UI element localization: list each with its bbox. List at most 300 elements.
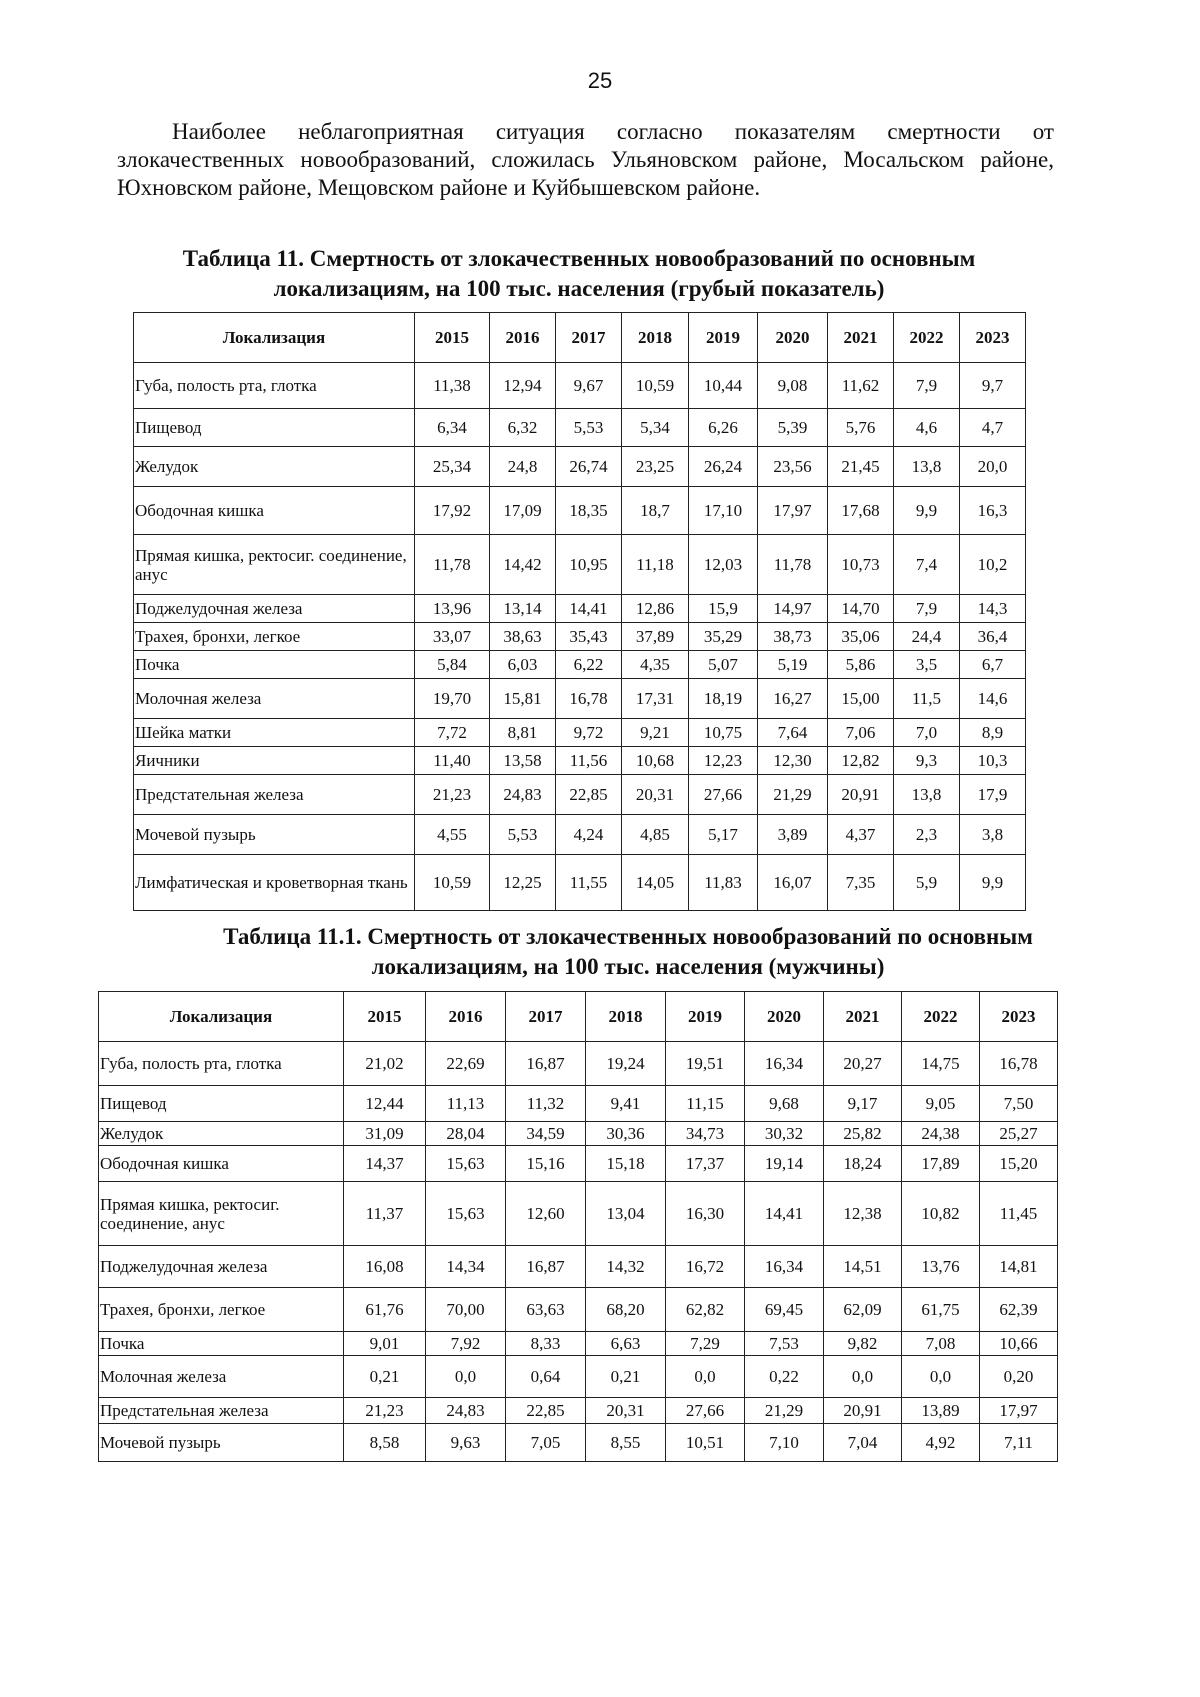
table2-row: [99, 1424, 1058, 1462]
table1-value-cell: 17,92: [415, 487, 490, 535]
table2-value-cell: 9,68: [745, 1086, 824, 1122]
table2-value-cell: 7,29: [666, 1332, 745, 1356]
table1-value-cell: 15,81: [490, 679, 556, 719]
table1-value-cell: 12,30: [758, 747, 828, 775]
table2-value-cell: 15,18: [586, 1146, 666, 1182]
table2-value-cell: 14,37: [344, 1146, 426, 1182]
table2-row: [99, 1122, 1058, 1146]
table1-value-cell: 6,03: [490, 651, 556, 679]
table1-value-cell: 21,45: [828, 447, 894, 487]
intro-paragraph: Наиболее неблагоприятная ситуация согласно показателям смертности от злокачественных новообразований, сложилась Ульяновском районе, Мосальском районе, Юхновском районе, Мещовском районе и Куйбышевском районе.: [117, 119, 1054, 200]
table2-value-cell: 63,63: [506, 1288, 586, 1332]
table2-value-cell: 7,10: [745, 1424, 824, 1462]
table1-localization-cell: Поджелудочная железа: [134, 595, 415, 623]
table1-value-cell: 11,5: [894, 679, 960, 719]
table1-header-cell: 2021: [828, 313, 894, 363]
table2-value-cell: 9,41: [586, 1086, 666, 1122]
table1-row: [134, 719, 1026, 747]
table2-value-cell: 11,45: [980, 1182, 1058, 1246]
table2-value-cell: 16,34: [745, 1042, 824, 1086]
table2-value-cell: 25,27: [980, 1122, 1058, 1146]
table1-value-cell: 8,81: [490, 719, 556, 747]
table2-row: [99, 1288, 1058, 1332]
table2-value-cell: 16,72: [666, 1246, 745, 1288]
table2-value-cell: 24,83: [426, 1398, 506, 1424]
table1-value-cell: 35,06: [828, 623, 894, 651]
table2-localization-cell: Желудок: [99, 1122, 344, 1146]
table1-value-cell: 10,44: [689, 363, 758, 409]
table1-value-cell: 13,8: [894, 447, 960, 487]
table2-value-cell: 30,36: [586, 1122, 666, 1146]
table1-value-cell: 25,34: [415, 447, 490, 487]
table1-value-cell: 5,19: [758, 651, 828, 679]
table1-value-cell: 4,6: [894, 409, 960, 447]
table2-localization-cell: Трахея, бронхи, легкое: [99, 1288, 344, 1332]
table1-value-cell: 11,78: [758, 535, 828, 595]
table2-value-cell: 21,23: [344, 1398, 426, 1424]
table2-value-cell: 61,75: [902, 1288, 980, 1332]
table2-value-cell: 34,73: [666, 1122, 745, 1146]
table1: [133, 312, 1026, 911]
table2-value-cell: 21,29: [745, 1398, 824, 1424]
table1-row: [134, 595, 1026, 623]
table2-value-cell: 62,39: [980, 1288, 1058, 1332]
table2-header-cell: 2022: [902, 992, 980, 1042]
table1-value-cell: 38,63: [490, 623, 556, 651]
table1-value-cell: 14,97: [758, 595, 828, 623]
table1-localization-cell: Почка: [134, 651, 415, 679]
table1-value-cell: 6,7: [960, 651, 1026, 679]
table2-header-cell: 2020: [745, 992, 824, 1042]
table1-value-cell: 14,3: [960, 595, 1026, 623]
table2-header-cell: 2015: [344, 992, 426, 1042]
table2-value-cell: 7,08: [902, 1332, 980, 1356]
table1-value-cell: 21,23: [415, 775, 490, 815]
table1-value-cell: 7,35: [828, 855, 894, 911]
table1-row: [134, 487, 1026, 535]
table1-row: [134, 623, 1026, 651]
table1-value-cell: 12,25: [490, 855, 556, 911]
table1-value-cell: 11,83: [689, 855, 758, 911]
table2-localization-cell: Поджелудочная железа: [99, 1246, 344, 1288]
table1-value-cell: 16,78: [556, 679, 622, 719]
table1-localization-cell: Шейка матки: [134, 719, 415, 747]
table2-localization-cell: Молочная железа: [99, 1356, 344, 1398]
table1-value-cell: 10,73: [828, 535, 894, 595]
table1-title-line2: локализациям, на 100 тыс. населения (грубый показатель): [273, 276, 885, 301]
table1-row: [134, 775, 1026, 815]
table1-value-cell: 17,09: [490, 487, 556, 535]
table2-value-cell: 25,82: [824, 1122, 902, 1146]
table2-title: [98, 922, 1158, 982]
table2-value-cell: 10,82: [902, 1182, 980, 1246]
table1-value-cell: 5,53: [556, 409, 622, 447]
table2-value-cell: 13,04: [586, 1182, 666, 1246]
table2-value-cell: 19,51: [666, 1042, 745, 1086]
table2-header-cell: 2019: [666, 992, 745, 1042]
table1-localization-cell: Предстательная железа: [134, 775, 415, 815]
table1-value-cell: 5,53: [490, 815, 556, 855]
table1-row: [134, 409, 1026, 447]
table2-value-cell: 13,76: [902, 1246, 980, 1288]
table1-value-cell: 6,22: [556, 651, 622, 679]
table2-value-cell: 11,15: [666, 1086, 745, 1122]
table1-value-cell: 12,82: [828, 747, 894, 775]
table1-value-cell: 15,00: [828, 679, 894, 719]
table1-localization-cell: Прямая кишка, ректосиг. соединение, анус: [134, 535, 415, 595]
table1-row: [134, 535, 1026, 595]
table2-value-cell: 0,0: [666, 1356, 745, 1398]
table1-value-cell: 4,85: [622, 815, 689, 855]
table2-value-cell: 69,45: [745, 1288, 824, 1332]
table2-value-cell: 18,24: [824, 1146, 902, 1182]
table1-value-cell: 35,29: [689, 623, 758, 651]
table2-value-cell: 31,09: [344, 1122, 426, 1146]
table2-localization-cell: Мочевой пузырь: [99, 1424, 344, 1462]
table2-value-cell: 12,44: [344, 1086, 426, 1122]
table1-value-cell: 12,94: [490, 363, 556, 409]
table1-value-cell: 11,18: [622, 535, 689, 595]
table2-value-cell: 7,05: [506, 1424, 586, 1462]
table1-value-cell: 36,4: [960, 623, 1026, 651]
table1-row: [134, 651, 1026, 679]
table2-localization-cell: Ободочная кишка: [99, 1146, 344, 1182]
table2-row: [99, 1086, 1058, 1122]
table1-value-cell: 24,8: [490, 447, 556, 487]
table2-value-cell: 7,11: [980, 1424, 1058, 1462]
table1-value-cell: 12,23: [689, 747, 758, 775]
table2-value-cell: 24,38: [902, 1122, 980, 1146]
table1-value-cell: 12,03: [689, 535, 758, 595]
table1-value-cell: 9,21: [622, 719, 689, 747]
table2-value-cell: 16,78: [980, 1042, 1058, 1086]
table1-value-cell: 24,83: [490, 775, 556, 815]
table1-value-cell: 7,9: [894, 363, 960, 409]
table1-value-cell: 19,70: [415, 679, 490, 719]
table2-header-cell: Локализация: [99, 992, 344, 1042]
table2-value-cell: 7,04: [824, 1424, 902, 1462]
table2-value-cell: 19,14: [745, 1146, 824, 1182]
table2-header-cell: 2017: [506, 992, 586, 1042]
table2-value-cell: 14,81: [980, 1246, 1058, 1288]
table1-value-cell: 7,0: [894, 719, 960, 747]
table2-value-cell: 8,33: [506, 1332, 586, 1356]
table1-value-cell: 13,58: [490, 747, 556, 775]
table2-value-cell: 4,92: [902, 1424, 980, 1462]
table1-value-cell: 16,3: [960, 487, 1026, 535]
table1-value-cell: 13,96: [415, 595, 490, 623]
table1-value-cell: 10,68: [622, 747, 689, 775]
table2-value-cell: 9,05: [902, 1086, 980, 1122]
table2-header-cell: 2018: [586, 992, 666, 1042]
table2-header-cell: 2016: [426, 992, 506, 1042]
table2-localization-cell: Предстательная железа: [99, 1398, 344, 1424]
table1-value-cell: 13,14: [490, 595, 556, 623]
table2-title-line2: локализациям, на 100 тыс. населения (мужчины): [371, 954, 885, 979]
table2-row: [99, 1246, 1058, 1288]
table2-value-cell: 16,30: [666, 1182, 745, 1246]
table1-value-cell: 9,9: [960, 855, 1026, 911]
table1-header-cell: 2023: [960, 313, 1026, 363]
table1-value-cell: 37,89: [622, 623, 689, 651]
table1-header-cell: Локализация: [134, 313, 415, 363]
table2-value-cell: 68,20: [586, 1288, 666, 1332]
table1-value-cell: 6,26: [689, 409, 758, 447]
table2-value-cell: 0,20: [980, 1356, 1058, 1398]
table2-value-cell: 20,27: [824, 1042, 902, 1086]
table1-value-cell: 17,68: [828, 487, 894, 535]
table1-value-cell: 13,8: [894, 775, 960, 815]
table1-value-cell: 3,5: [894, 651, 960, 679]
table2-value-cell: 28,04: [426, 1122, 506, 1146]
table1-value-cell: 11,40: [415, 747, 490, 775]
table1-value-cell: 10,3: [960, 747, 1026, 775]
table2-value-cell: 14,41: [745, 1182, 824, 1246]
table1-value-cell: 10,95: [556, 535, 622, 595]
table1-value-cell: 17,9: [960, 775, 1026, 815]
table1-value-cell: 20,31: [622, 775, 689, 815]
table2-row: [99, 1042, 1058, 1086]
table2: [98, 991, 1058, 1462]
table1-value-cell: 5,84: [415, 651, 490, 679]
table1-row: [134, 447, 1026, 487]
table1-value-cell: 4,7: [960, 409, 1026, 447]
table2-value-cell: 62,82: [666, 1288, 745, 1332]
table2-row: [99, 1332, 1058, 1356]
table1-localization-cell: Трахея, бронхи, легкое: [134, 623, 415, 651]
table2-value-cell: 12,38: [824, 1182, 902, 1246]
table1-header-cell: 2018: [622, 313, 689, 363]
table1-value-cell: 6,34: [415, 409, 490, 447]
table1-header-cell: 2020: [758, 313, 828, 363]
table1-value-cell: 33,07: [415, 623, 490, 651]
table2-value-cell: 0,64: [506, 1356, 586, 1398]
table2-header-cell: 2023: [980, 992, 1058, 1042]
table2-localization-cell: Почка: [99, 1332, 344, 1356]
table1-localization-cell: Губа, полость рта, глотка: [134, 363, 415, 409]
table1-value-cell: 23,25: [622, 447, 689, 487]
table1-value-cell: 24,4: [894, 623, 960, 651]
table1-value-cell: 5,17: [689, 815, 758, 855]
table1-value-cell: 27,66: [689, 775, 758, 815]
page-number: 25: [587, 68, 613, 93]
table1-value-cell: 7,9: [894, 595, 960, 623]
table1-value-cell: 9,7: [960, 363, 1026, 409]
table2-value-cell: 11,13: [426, 1086, 506, 1122]
table1-value-cell: 10,59: [415, 855, 490, 911]
table1-header-cell: 2015: [415, 313, 490, 363]
table1-row: [134, 363, 1026, 409]
table2-value-cell: 7,53: [745, 1332, 824, 1356]
table1-value-cell: 6,32: [490, 409, 556, 447]
table2-value-cell: 10,66: [980, 1332, 1058, 1356]
table1-value-cell: 10,2: [960, 535, 1026, 595]
table1-value-cell: 14,05: [622, 855, 689, 911]
table1-value-cell: 14,42: [490, 535, 556, 595]
table2-value-cell: 22,85: [506, 1398, 586, 1424]
table1-value-cell: 3,8: [960, 815, 1026, 855]
table2-value-cell: 0,21: [344, 1356, 426, 1398]
table1-value-cell: 17,10: [689, 487, 758, 535]
table2-value-cell: 10,51: [666, 1424, 745, 1462]
table2-value-cell: 19,24: [586, 1042, 666, 1086]
table1-value-cell: 14,6: [960, 679, 1026, 719]
table2-value-cell: 0,0: [824, 1356, 902, 1398]
table1-value-cell: 10,59: [622, 363, 689, 409]
table2-header-row: [99, 992, 1058, 1042]
table1-localization-cell: Пищевод: [134, 409, 415, 447]
table1-header-cell: 2022: [894, 313, 960, 363]
table2-value-cell: 34,59: [506, 1122, 586, 1146]
table2-value-cell: 0,22: [745, 1356, 824, 1398]
table1-value-cell: 26,74: [556, 447, 622, 487]
table2-header-cell: 2021: [824, 992, 902, 1042]
table2-row: [99, 1398, 1058, 1424]
table2-value-cell: 9,82: [824, 1332, 902, 1356]
table1-value-cell: 8,9: [960, 719, 1026, 747]
table1-value-cell: 26,24: [689, 447, 758, 487]
table1-value-cell: 9,9: [894, 487, 960, 535]
table1-row: [134, 855, 1026, 911]
table2-value-cell: 61,76: [344, 1288, 426, 1332]
table1-header-cell: 2017: [556, 313, 622, 363]
table1-value-cell: 3,89: [758, 815, 828, 855]
table2-value-cell: 21,02: [344, 1042, 426, 1086]
table1-value-cell: 35,43: [556, 623, 622, 651]
table1-localization-cell: Ободочная кишка: [134, 487, 415, 535]
table1-value-cell: 11,55: [556, 855, 622, 911]
table1-value-cell: 5,34: [622, 409, 689, 447]
table2-value-cell: 7,50: [980, 1086, 1058, 1122]
table2-value-cell: 16,87: [506, 1246, 586, 1288]
table1-value-cell: 20,91: [828, 775, 894, 815]
table1-value-cell: 16,27: [758, 679, 828, 719]
table1-value-cell: 5,39: [758, 409, 828, 447]
table1-localization-cell: Яичники: [134, 747, 415, 775]
table1-value-cell: 15,9: [689, 595, 758, 623]
table2-value-cell: 7,92: [426, 1332, 506, 1356]
table1-localization-cell: Лимфатическая и кроветворная ткань: [134, 855, 415, 911]
table2-value-cell: 6,63: [586, 1332, 666, 1356]
table1-value-cell: 4,35: [622, 651, 689, 679]
table1-value-cell: 7,72: [415, 719, 490, 747]
table1-value-cell: 11,62: [828, 363, 894, 409]
table1-value-cell: 9,08: [758, 363, 828, 409]
table2-localization-cell: Прямая кишка, ректосиг. соединение, анус: [99, 1182, 344, 1246]
table1-localization-cell: Желудок: [134, 447, 415, 487]
table2-value-cell: 16,34: [745, 1246, 824, 1288]
table2-value-cell: 9,63: [426, 1424, 506, 1462]
table2-localization-cell: Пищевод: [99, 1086, 344, 1122]
table1-value-cell: 18,19: [689, 679, 758, 719]
table2-value-cell: 62,09: [824, 1288, 902, 1332]
table1-value-cell: 11,78: [415, 535, 490, 595]
table1-value-cell: 10,75: [689, 719, 758, 747]
table1-value-cell: 14,41: [556, 595, 622, 623]
table2-value-cell: 20,91: [824, 1398, 902, 1424]
table2-value-cell: 17,97: [980, 1398, 1058, 1424]
table1-value-cell: 5,86: [828, 651, 894, 679]
table2-value-cell: 0,21: [586, 1356, 666, 1398]
table2-value-cell: 20,31: [586, 1398, 666, 1424]
table2-value-cell: 11,37: [344, 1182, 426, 1246]
table1-value-cell: 9,3: [894, 747, 960, 775]
table1-value-cell: 4,37: [828, 815, 894, 855]
table2-row: [99, 1146, 1058, 1182]
table1-value-cell: 11,38: [415, 363, 490, 409]
table1-value-cell: 5,07: [689, 651, 758, 679]
table1-value-cell: 4,55: [415, 815, 490, 855]
table1-title: [133, 244, 1025, 304]
table1-value-cell: 23,56: [758, 447, 828, 487]
table1-localization-cell: Мочевой пузырь: [134, 815, 415, 855]
table2-value-cell: 30,32: [745, 1122, 824, 1146]
table1-value-cell: 9,67: [556, 363, 622, 409]
table1-row: [134, 815, 1026, 855]
table1-value-cell: 21,29: [758, 775, 828, 815]
table1-value-cell: 17,97: [758, 487, 828, 535]
table1-value-cell: 20,0: [960, 447, 1026, 487]
table1-row: [134, 747, 1026, 775]
table2-title-line1: Таблица 11.1. Смертность от злокачественных новообразований по основным: [223, 924, 1033, 949]
table2-value-cell: 22,69: [426, 1042, 506, 1086]
table2-value-cell: 0,0: [426, 1356, 506, 1398]
table2-value-cell: 0,0: [902, 1356, 980, 1398]
table2-value-cell: 14,32: [586, 1246, 666, 1288]
table2-value-cell: 15,63: [426, 1146, 506, 1182]
table2-value-cell: 17,37: [666, 1146, 745, 1182]
table2-value-cell: 11,32: [506, 1086, 586, 1122]
table2-value-cell: 9,17: [824, 1086, 902, 1122]
table2-value-cell: 27,66: [666, 1398, 745, 1424]
table1-header-cell: 2019: [689, 313, 758, 363]
table2-value-cell: 15,16: [506, 1146, 586, 1182]
table1-value-cell: 5,76: [828, 409, 894, 447]
table1-value-cell: 7,4: [894, 535, 960, 595]
table2-value-cell: 16,87: [506, 1042, 586, 1086]
table2-value-cell: 14,75: [902, 1042, 980, 1086]
table2-value-cell: 70,00: [426, 1288, 506, 1332]
table2-value-cell: 16,08: [344, 1246, 426, 1288]
table1-row: [134, 679, 1026, 719]
table2-value-cell: 14,51: [824, 1246, 902, 1288]
table1-value-cell: 22,85: [556, 775, 622, 815]
table1-value-cell: 5,9: [894, 855, 960, 911]
table1-value-cell: 16,07: [758, 855, 828, 911]
table2-value-cell: 12,60: [506, 1182, 586, 1246]
table2-value-cell: 13,89: [902, 1398, 980, 1424]
table2-value-cell: 15,20: [980, 1146, 1058, 1182]
table1-localization-cell: Молочная железа: [134, 679, 415, 719]
table1-value-cell: 14,70: [828, 595, 894, 623]
table2-value-cell: 9,01: [344, 1332, 426, 1356]
table2-value-cell: 14,34: [426, 1246, 506, 1288]
table1-value-cell: 11,56: [556, 747, 622, 775]
table2-value-cell: 8,55: [586, 1424, 666, 1462]
table1-value-cell: 9,72: [556, 719, 622, 747]
table1-value-cell: 12,86: [622, 595, 689, 623]
table1-value-cell: 2,3: [894, 815, 960, 855]
table1-value-cell: 18,35: [556, 487, 622, 535]
table2-localization-cell: Губа, полость рта, глотка: [99, 1042, 344, 1086]
table1-value-cell: 18,7: [622, 487, 689, 535]
table1-title-line1: Таблица 11. Смертность от злокачественных новообразований по основным: [182, 246, 976, 271]
table1-value-cell: 7,64: [758, 719, 828, 747]
table2-value-cell: 17,89: [902, 1146, 980, 1182]
table2-value-cell: 8,58: [344, 1424, 426, 1462]
table2-row: [99, 1356, 1058, 1398]
table1-value-cell: 7,06: [828, 719, 894, 747]
